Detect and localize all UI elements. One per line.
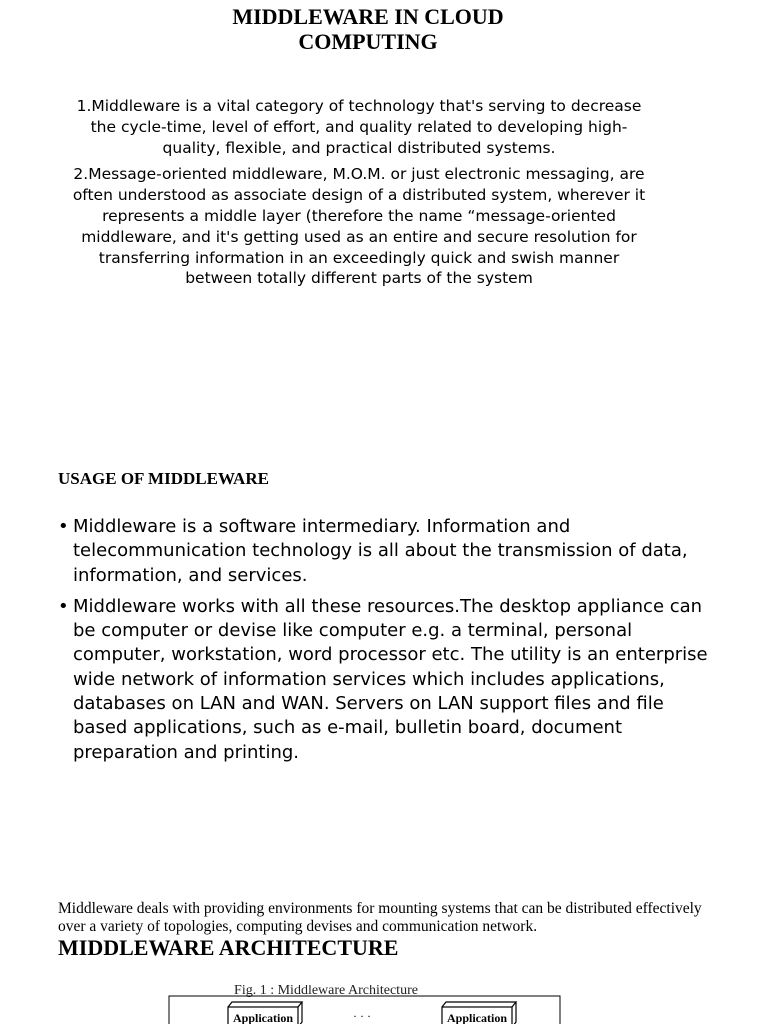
application-box-left [228,1002,302,1024]
application-label-left: Application [232,1011,294,1024]
figure-ellipsis: · · · [353,1009,371,1023]
title-line-1: MIDDLEWARE IN CLOUD [232,4,504,29]
architecture-figure [168,985,562,1029]
application-box-right [442,1002,516,1024]
architecture-heading: MIDDLEWARE ARCHITECTURE [58,935,399,960]
intro-section [72,96,646,289]
application-label-right: Application [446,1011,508,1024]
intro-paragraph-2: 2.Message-oriented middleware, M.O.M. or just electronic messaging, are often understood as associate design of a distributed system, wherever it represents a middle layer (therefore the name “message-oriented middleware, and it's getting used as an entire and secure resolution for transferring information in an exceedingly quick and swish manner between totally different parts of the system [72,165,646,288]
intro-paragraph-1: 1.Middleware is a vital category of technology that's serving to decrease the cycle-time, level of effort, and quality related to developing high-quality, flexible, and practical distributed systems. [76,97,642,157]
page-title [0,4,736,54]
bullet-item: • Middleware is a software intermediary. Information and telecommunication technology is all about the transmission of data, information, and services. [58,515,718,588]
bullet-item: • Middleware works with all these resources.The desktop appliance can be computer or devise like computer e.g. a terminal, personal computer, workstation, word processor etc. The utility is an enterprise wide network of information services which includes applications, databases on LAN and WAN. Servers on LAN support files and file based applications, such as e-mail, bulletin board, document preparation and printing. [58,595,718,765]
usage-heading: USAGE OF MIDDLEWARE [58,469,269,488]
title-line-2: COMPUTING [298,29,438,54]
usage-bullet-list [58,515,718,765]
deals-paragraph: Middleware deals with providing environments for mounting systems that can be distributed effectively over a variety of topologies, computing devises and communication network. [58,900,702,935]
figure-caption: Fig. 1 : Middleware Architecture [234,985,418,998]
